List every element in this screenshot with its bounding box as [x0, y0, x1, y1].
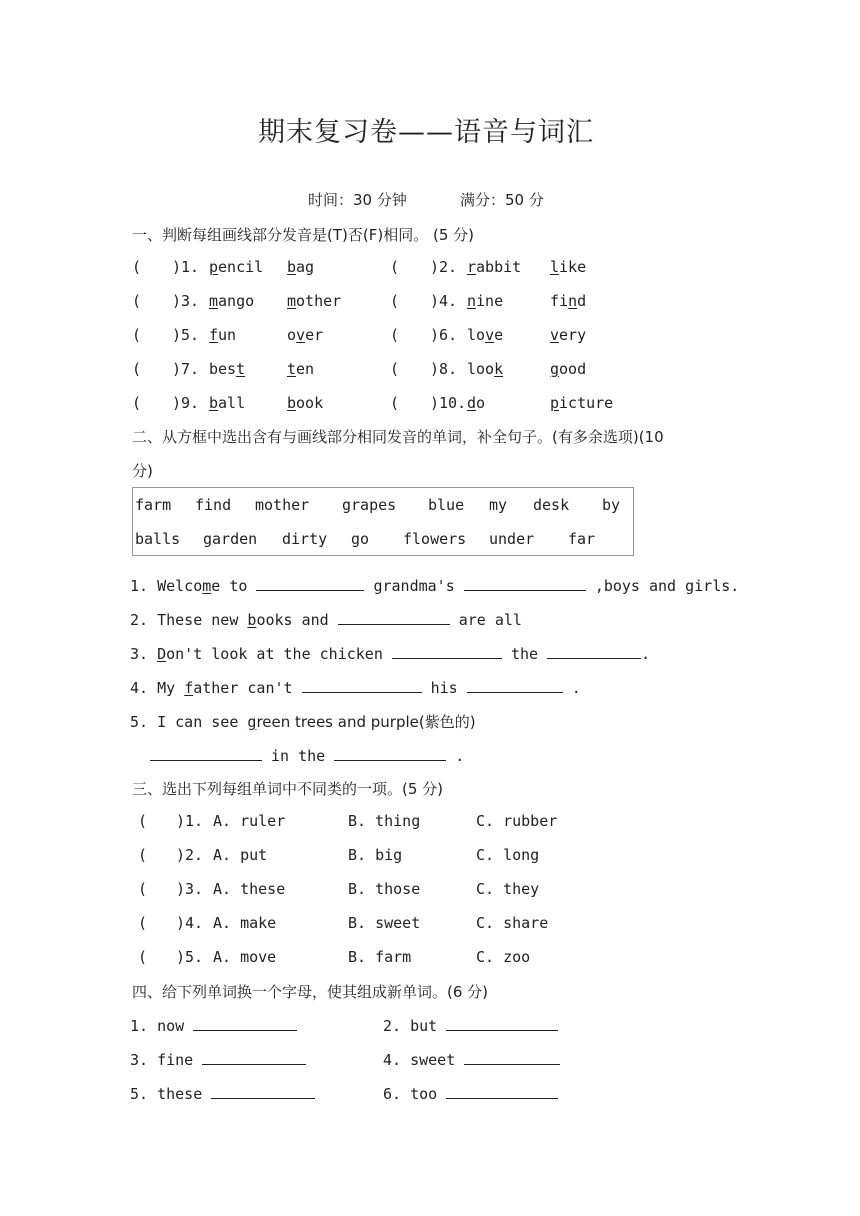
word-part: d — [577, 292, 587, 310]
item-number: )9. — [172, 394, 200, 412]
option-a: A. ruler — [213, 812, 286, 830]
box-word: dirty — [282, 530, 328, 548]
option-num: )1. — [176, 812, 204, 830]
answer-paren[interactable]: ( — [138, 812, 148, 830]
word-label: 5. these — [130, 1085, 203, 1103]
box-word: desk — [533, 496, 570, 514]
underlined-letter: m — [287, 292, 297, 310]
word-part: fi — [550, 292, 569, 310]
answer-paren[interactable]: ( — [138, 948, 148, 966]
underlined-letter: v — [485, 326, 495, 344]
box-word: garden — [203, 530, 258, 548]
section1-heading: 一、判断每组画线部分发音是(T)否(F)相同。 (5 分) — [132, 226, 474, 244]
box-word: blue — [428, 496, 465, 514]
word — [467, 258, 521, 276]
answer-blank[interactable] — [202, 1049, 306, 1065]
option-a: A. move — [213, 948, 277, 966]
word-part: loo — [467, 360, 495, 378]
option-b: B. those — [348, 880, 421, 898]
section4-heading: 四、给下列单词换一个字母，使其组成新单词。(6 分) — [132, 983, 489, 1001]
underlined-letter: b — [287, 258, 297, 276]
answer-blank[interactable] — [193, 1015, 297, 1031]
answer-paren[interactable]: ( — [132, 394, 142, 412]
underlined-letter: d — [467, 394, 477, 412]
underlined-letter: t — [287, 360, 297, 378]
option-a: A. these — [213, 880, 286, 898]
word-part: ine — [476, 292, 504, 310]
word-part: ag — [296, 258, 315, 276]
word — [209, 292, 254, 310]
word — [550, 258, 586, 276]
answer-blank[interactable] — [446, 1015, 558, 1031]
answer-blank[interactable] — [446, 1083, 558, 1099]
fill-sentence-5: 5. I can see green trees and purple(紫色的) — [130, 713, 476, 731]
underlined-letter: f — [209, 326, 219, 344]
word-part: bes — [209, 360, 237, 378]
section2-heading-cont: 分) — [132, 462, 153, 480]
underlined-letter: p — [550, 394, 560, 412]
word-part: e — [494, 326, 504, 344]
word — [287, 394, 323, 412]
word-box — [132, 487, 634, 556]
answer-paren[interactable]: ( — [132, 258, 142, 276]
word-label: 3. fine — [130, 1051, 194, 1069]
new-word-item — [383, 1015, 558, 1035]
word-part: all — [218, 394, 246, 412]
option-c: C. they — [476, 880, 540, 898]
fill-sentence-2: 2. These new books and are all — [130, 611, 522, 629]
box-word: my — [489, 496, 508, 514]
option-c: C. share — [476, 914, 549, 932]
underlined-letter: v — [296, 326, 306, 344]
word-part: o — [287, 326, 297, 344]
word-part: other — [296, 292, 342, 310]
word — [550, 394, 613, 412]
underlined-letter: n — [467, 292, 477, 310]
answer-paren[interactable]: ( — [132, 360, 142, 378]
answer-paren[interactable]: ( — [390, 258, 400, 276]
answer-blank[interactable] — [211, 1083, 315, 1099]
option-b: B. farm — [348, 948, 412, 966]
answer-paren[interactable]: ( — [390, 292, 400, 310]
answer-blank[interactable] — [467, 677, 563, 693]
word-part: er — [305, 326, 324, 344]
answer-blank[interactable] — [547, 643, 641, 659]
score-info: 满分：50 分 — [460, 191, 544, 209]
item-number: )8. — [430, 360, 458, 378]
answer-blank[interactable] — [464, 1049, 560, 1065]
answer-paren[interactable]: ( — [132, 326, 142, 344]
item-number: )3. — [172, 292, 200, 310]
word-part: ango — [218, 292, 255, 310]
underlined-letter: b — [287, 394, 297, 412]
new-word-item — [130, 1083, 315, 1103]
answer-blank[interactable] — [150, 745, 262, 761]
underlined-letter: m — [209, 292, 219, 310]
option-a: A. make — [213, 914, 277, 932]
word-part: encil — [218, 258, 264, 276]
underlined-letter: p — [209, 258, 219, 276]
word-part: lo — [467, 326, 486, 344]
word-part: icture — [559, 394, 614, 412]
option-a: A. put — [213, 846, 268, 864]
word — [287, 326, 323, 344]
word — [209, 326, 236, 344]
underlined-letter: g — [550, 360, 560, 378]
word — [550, 326, 586, 344]
answer-paren[interactable]: ( — [132, 292, 142, 310]
new-word-item — [383, 1083, 558, 1103]
word — [209, 394, 245, 412]
new-word-item — [130, 1015, 297, 1035]
underlined-letter: b — [209, 394, 219, 412]
box-word: farm — [135, 496, 172, 514]
answer-paren[interactable]: ( — [138, 880, 148, 898]
word — [467, 292, 503, 310]
word — [550, 292, 586, 310]
item-number: )1. — [172, 258, 200, 276]
word-label: 1. now — [130, 1017, 185, 1035]
option-num: )5. — [176, 948, 204, 966]
box-word: mother — [255, 496, 310, 514]
word-part: ike — [559, 258, 587, 276]
word-label: 4. sweet — [383, 1051, 456, 1069]
option-num: )3. — [176, 880, 204, 898]
fill-sentence-4: 4. My father can't his . — [130, 679, 581, 697]
box-word: balls — [135, 530, 181, 548]
word-part: ook — [296, 394, 324, 412]
answer-blank[interactable] — [464, 575, 586, 591]
option-num: )2. — [176, 846, 204, 864]
item-number: )7. — [172, 360, 200, 378]
page-title: 期末复习卷——语音与词汇 — [258, 117, 594, 148]
underlined-letter: l — [550, 258, 560, 276]
answer-blank[interactable] — [334, 745, 446, 761]
underlined-letter: r — [467, 258, 477, 276]
fill-sentence-5-cont: in the . — [150, 745, 464, 765]
box-word: under — [489, 530, 535, 548]
word-label: 2. but — [383, 1017, 438, 1035]
underlined-letter: t — [236, 360, 246, 378]
word — [467, 360, 503, 378]
word — [287, 360, 314, 378]
word — [287, 258, 314, 276]
answer-paren[interactable]: ( — [138, 846, 148, 864]
time-info: 时间：30 分钟 — [308, 191, 407, 209]
item-number: )4. — [430, 292, 458, 310]
word-part: en — [296, 360, 315, 378]
section2-heading: 二、从方框中选出含有与画线部分相同发音的单词，补全句子。(有多余选项)(10 — [132, 428, 664, 446]
section3-heading: 三、选出下列每组单词中不同类的一项。(5 分) — [132, 780, 444, 798]
option-c: C. long — [476, 846, 540, 864]
underlined-letter: n — [568, 292, 578, 310]
word-part: ood — [559, 360, 587, 378]
box-word: grapes — [342, 496, 397, 514]
word-label: 6. too — [383, 1085, 438, 1103]
word-part: o — [476, 394, 486, 412]
word — [287, 292, 341, 310]
box-word: by — [602, 496, 621, 514]
option-b: B. sweet — [348, 914, 421, 932]
new-word-item — [383, 1049, 560, 1069]
option-num: )4. — [176, 914, 204, 932]
answer-paren[interactable]: ( — [390, 394, 400, 412]
word-part: ery — [559, 326, 587, 344]
word — [550, 360, 586, 378]
word — [209, 360, 245, 378]
word-part: abbit — [476, 258, 522, 276]
word — [467, 326, 503, 344]
box-word: find — [195, 496, 232, 514]
item-number: )2. — [430, 258, 458, 276]
answer-blank[interactable] — [392, 643, 502, 659]
option-b: B. big — [348, 846, 403, 864]
option-b: B. thing — [348, 812, 421, 830]
box-word: far — [568, 530, 596, 548]
underlined-letter: k — [494, 360, 504, 378]
answer-blank[interactable] — [256, 575, 364, 591]
answer-blank[interactable] — [338, 609, 450, 625]
fill-sentence-3: 3. Don't look at the chicken the . — [130, 645, 651, 663]
option-c: C. rubber — [476, 812, 558, 830]
item-number: )10. — [430, 394, 467, 412]
box-word: flowers — [403, 530, 467, 548]
new-word-item — [130, 1049, 306, 1069]
option-c: C. zoo — [476, 948, 531, 966]
word-part: un — [218, 326, 237, 344]
underlined-letter: v — [550, 326, 560, 344]
answer-blank[interactable] — [302, 677, 422, 693]
answer-paren[interactable]: ( — [390, 326, 400, 344]
fill-sentence-1: 1. Welcome to grandma's ,boys and girls. — [130, 577, 740, 595]
box-word: go — [351, 530, 370, 548]
word — [467, 394, 485, 412]
word — [209, 258, 263, 276]
answer-paren[interactable]: ( — [138, 914, 148, 932]
item-number: )6. — [430, 326, 458, 344]
item-number: )5. — [172, 326, 200, 344]
answer-paren[interactable]: ( — [390, 360, 400, 378]
